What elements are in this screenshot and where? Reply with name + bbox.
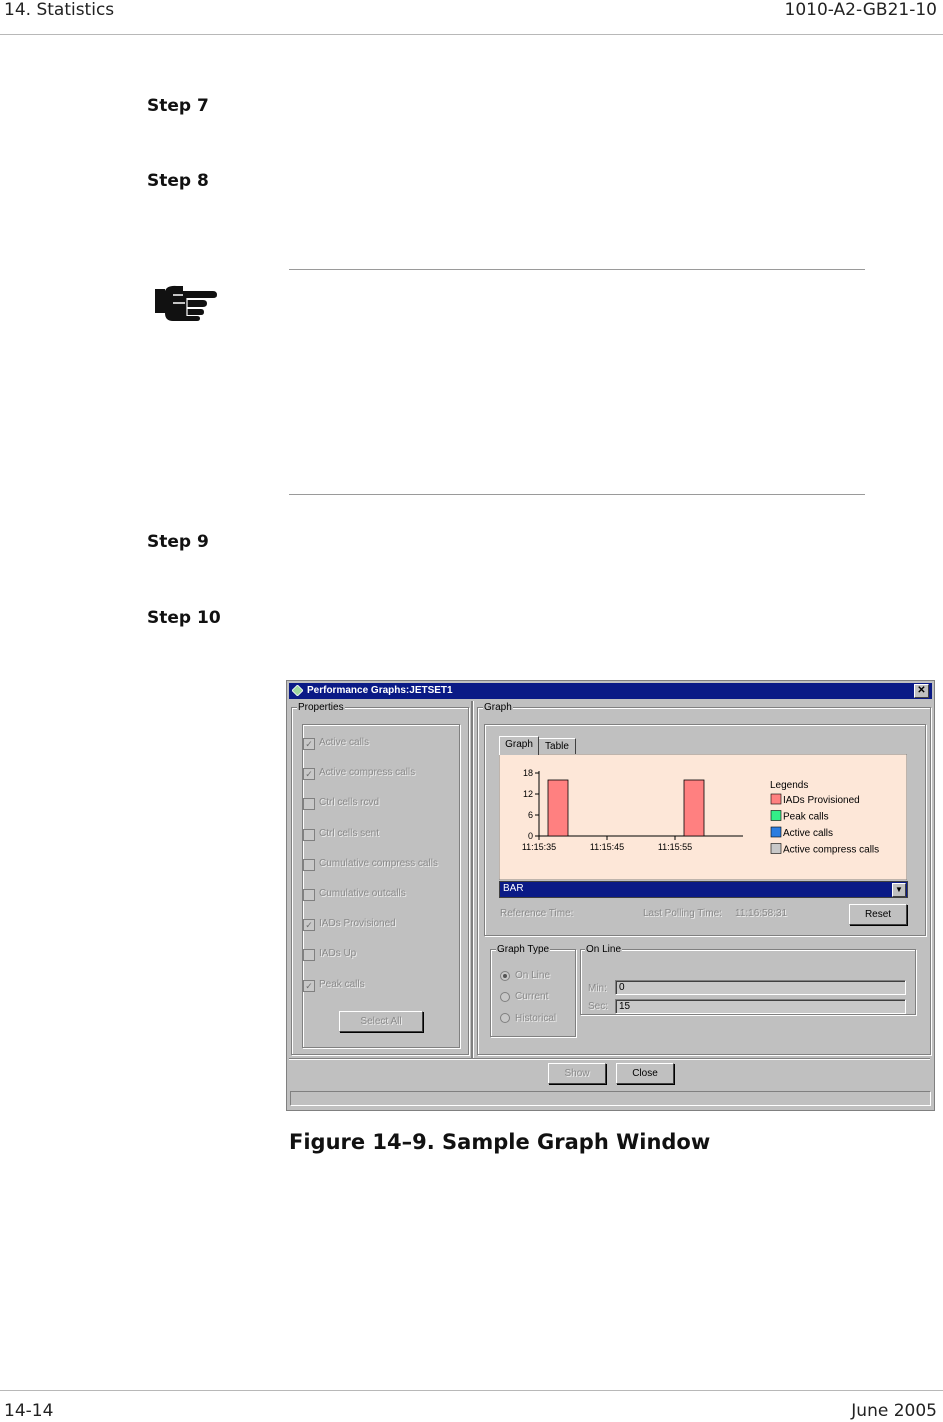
window-titlebar — [289, 683, 932, 699]
radio-current-label: Current — [515, 991, 549, 1002]
properties-group — [291, 707, 469, 1055]
tab-table[interactable]: Table — [538, 738, 576, 754]
property-checkbox[interactable] — [303, 798, 315, 810]
last-polling-value: 11:16:58:31 — [735, 908, 788, 919]
footer-page-number: 14-14 — [4, 1401, 54, 1421]
legend-label: Peak calls — [783, 811, 829, 823]
graph-group-label: Graph — [484, 702, 512, 713]
min-label: Min: — [588, 983, 607, 994]
property-checkbox[interactable]: ✓ — [303, 768, 315, 780]
bottom-divider — [289, 1058, 930, 1059]
legend-title: Legends — [770, 780, 809, 791]
property-label: Ctrl cells rcvd — [319, 797, 380, 809]
note-top-rule — [289, 269, 865, 270]
step-9-label: Step 9 — [147, 532, 209, 552]
property-label: Active compress calls — [319, 767, 416, 779]
legend-swatch — [771, 844, 781, 854]
radio-historical-label: Historical — [515, 1013, 557, 1024]
performance-graphs-window — [286, 680, 935, 1111]
radio-historical[interactable] — [500, 1013, 510, 1023]
radio-current[interactable] — [500, 992, 510, 1002]
header-rule — [0, 34, 943, 35]
running-header-right: 1010-A2-GB21-10 — [784, 0, 937, 20]
note-bottom-rule — [289, 494, 865, 495]
property-label: IADs Provisioned — [319, 918, 396, 930]
sec-field[interactable]: 15 — [615, 999, 906, 1014]
property-label: Active calls — [319, 737, 370, 748]
footer-rule — [0, 1390, 943, 1391]
property-label: Cumulative compress calls — [319, 857, 438, 869]
properties-group-label: Properties — [298, 702, 344, 713]
chart-type-value: BAR — [503, 883, 524, 894]
pointing-hand-icon — [153, 283, 219, 323]
property-checkbox[interactable] — [303, 889, 315, 901]
footer-date: June 2005 — [851, 1401, 937, 1421]
property-label: Ctrl cells sent — [319, 827, 380, 839]
property-checkbox[interactable]: ✓ — [303, 919, 315, 931]
property-checkbox[interactable] — [303, 859, 315, 871]
close-button[interactable]: Close — [616, 1063, 674, 1084]
property-label: IADs Up — [319, 948, 357, 960]
y-tick-label: 6 — [527, 810, 533, 820]
step-7-label: Step 7 — [147, 96, 209, 116]
chevron-down-icon[interactable]: ▼ — [892, 883, 906, 897]
bar — [548, 780, 568, 836]
figure-caption: Figure 14–9. Sample Graph Window — [289, 1130, 711, 1154]
reference-time-label: Reference Time: — [500, 908, 574, 919]
bar-chart — [499, 754, 907, 880]
legend-label: IADs Provisioned — [783, 795, 860, 806]
legend-swatch — [771, 811, 781, 821]
status-bar — [290, 1091, 931, 1106]
x-tick-label: 11:15:45 — [589, 842, 625, 852]
property-checkbox[interactable]: ✓ — [303, 738, 315, 750]
y-tick-label: 12 — [522, 789, 533, 799]
legend-label: Active calls — [783, 828, 834, 839]
window-close-icon[interactable]: ✕ — [914, 684, 929, 698]
x-tick-label: 11:15:55 — [657, 842, 693, 852]
online-group-label: On Line — [586, 944, 622, 955]
property-checkbox[interactable]: ✓ — [303, 980, 315, 992]
step-10-label: Step 10 — [147, 608, 221, 628]
bar — [684, 780, 704, 836]
y-tick-label: 0 — [527, 831, 533, 841]
window-title: Performance Graphs:JETSET1 — [307, 685, 453, 696]
min-field[interactable]: 0 — [615, 980, 906, 995]
reset-button[interactable]: Reset — [849, 904, 907, 925]
radio-online-label: On Line — [515, 970, 551, 981]
splitter[interactable] — [471, 701, 473, 1059]
select-all-button[interactable]: Select All — [339, 1011, 423, 1032]
legend-swatch — [771, 827, 781, 837]
legend-swatch — [771, 794, 781, 804]
app-icon — [292, 685, 303, 696]
last-polling-label: Last Polling Time: — [643, 908, 722, 919]
x-tick-label: 11:15:35 — [521, 842, 557, 852]
chart-type-select[interactable] — [499, 881, 908, 898]
property-checkbox[interactable] — [303, 949, 315, 961]
graph-type-label: Graph Type — [497, 944, 550, 955]
y-tick-label: 18 — [522, 768, 533, 778]
tab-graph[interactable]: Graph — [499, 736, 539, 755]
show-button[interactable]: Show — [548, 1063, 606, 1084]
legend-label: Active compress calls — [783, 844, 880, 856]
running-header-left: 14. Statistics — [4, 0, 115, 20]
property-label: Cumulative outcalls — [319, 888, 406, 899]
step-8-label: Step 8 — [147, 171, 209, 191]
sec-label: Sec: — [588, 1001, 609, 1012]
property-label: Peak calls — [319, 978, 365, 990]
property-checkbox[interactable] — [303, 829, 315, 841]
radio-online[interactable] — [500, 971, 510, 981]
